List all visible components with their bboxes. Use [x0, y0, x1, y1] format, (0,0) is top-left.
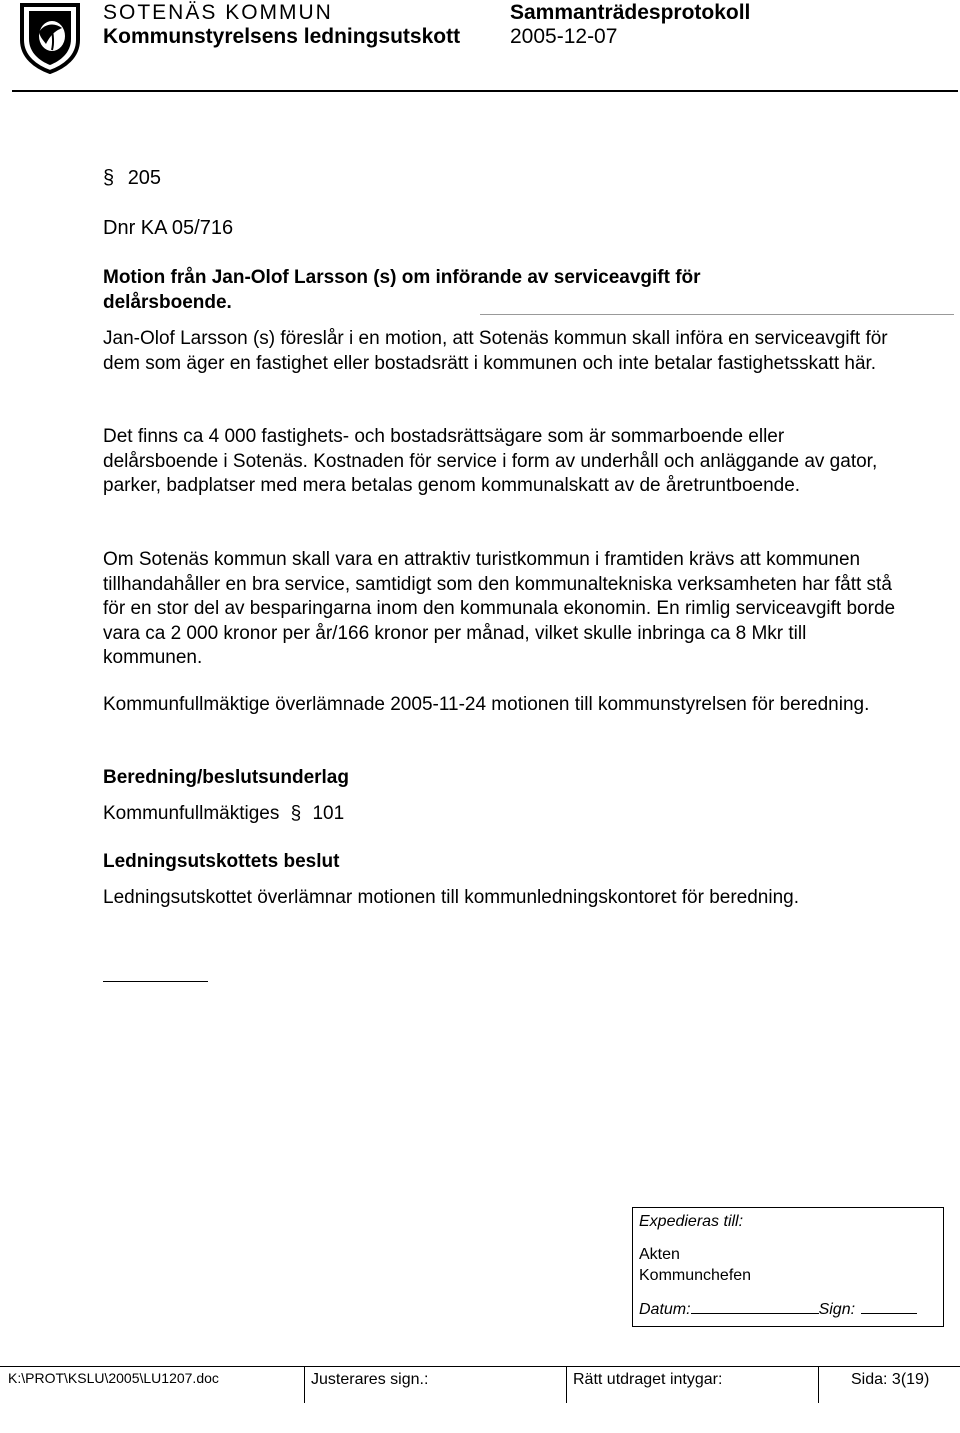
- title-divider: [480, 314, 954, 315]
- municipality-name: SOTENÄS KOMMUN: [103, 1, 333, 24]
- page-footer: [0, 1366, 960, 1403]
- body-paragraph: Det finns ca 4 000 fastighets- och bostadsrättsägare som är sommarboende eller delårsboende i Sotenäs. Kostnaden för service i form av underhåll och anläggande av gator, parker, badplatser med mera betalas genom kommunalskatt av de åretruntboende.: [103, 426, 878, 496]
- basis-prefix: Kommunfullmäktiges: [103, 803, 280, 824]
- body-paragraph: Kommunfullmäktige överlämnade 2005-11-24 motionen till kommunstyrelsen för beredning.: [103, 694, 870, 715]
- dispatch-recipient: Kommunchefen: [639, 1267, 752, 1284]
- basis-heading: Beredning/beslutsunderlag: [103, 767, 349, 788]
- basis-reference: [103, 802, 344, 827]
- body-paragraph: Jan-Olof Larsson (s) föreslår i en motion, att Sotenäs kommun skall införa en serviceavgift för dem som äger en fastighet eller bostadsrätt i kommunen och inte betalar fastighetsskatt här.: [103, 328, 888, 374]
- section-number-value: 205: [127, 167, 162, 189]
- decision-heading: Ledningsutskottets beslut: [103, 851, 340, 872]
- dispatch-title: Expedieras till:: [639, 1213, 744, 1230]
- registration-number: Dnr KA 05/716: [103, 217, 234, 239]
- date-label: Datum:: [639, 1301, 691, 1318]
- body-paragraph: Om Sotenäs kommun skall vara en attraktiv turistkommun i framtiden krävs att kommunen tillhandahåller en bra service, samtidigt som den kommunaltekniska verksamheten har fått stå för en stor del av besparingarna inom den kommunala ekonomin. En rimlig serviceavgift borde vara ca 2 000 kronor per år/166 kronor per månad, vilket skulle inbringa ca 8 Mkr till kommunen.: [103, 549, 896, 668]
- page-number: Sida: 3(19): [818, 1367, 954, 1403]
- coat-of-arms-icon: [18, 2, 82, 74]
- meeting-date: 2005-12-07: [510, 25, 618, 48]
- sign-field[interactable]: [861, 1299, 917, 1314]
- paragraph-symbol: §: [290, 803, 302, 824]
- header-divider: [12, 90, 958, 92]
- dispatch-signature-row: [639, 1299, 917, 1321]
- date-field[interactable]: [691, 1299, 819, 1314]
- document-type: Sammanträdesprotokoll: [510, 1, 751, 24]
- justify-signature: Justerares sign.:: [304, 1367, 566, 1403]
- paragraph-symbol: §: [103, 167, 115, 189]
- end-divider: [103, 981, 208, 982]
- basis-ref-number: 101: [312, 803, 345, 824]
- certify-extract: Rätt utdraget intygar:: [566, 1367, 818, 1403]
- municipality-logo: [18, 2, 82, 74]
- committee-name: Kommunstyrelsens ledningsutskott: [103, 25, 461, 48]
- sign-label: Sign:: [818, 1301, 856, 1318]
- dispatch-recipient: Akten: [639, 1246, 680, 1263]
- section-number: [103, 167, 161, 190]
- decision-text: Ledningsutskottet överlämnar motionen till kommunledningskontoret för beredning.: [103, 887, 800, 908]
- motion-title: Motion från Jan-Olof Larsson (s) om införande av serviceavgift för delårsboende.: [103, 267, 701, 313]
- file-path: K:\PROT\KSLU\2005\LU1207.doc: [8, 1370, 219, 1386]
- dispatch-box: [632, 1207, 944, 1327]
